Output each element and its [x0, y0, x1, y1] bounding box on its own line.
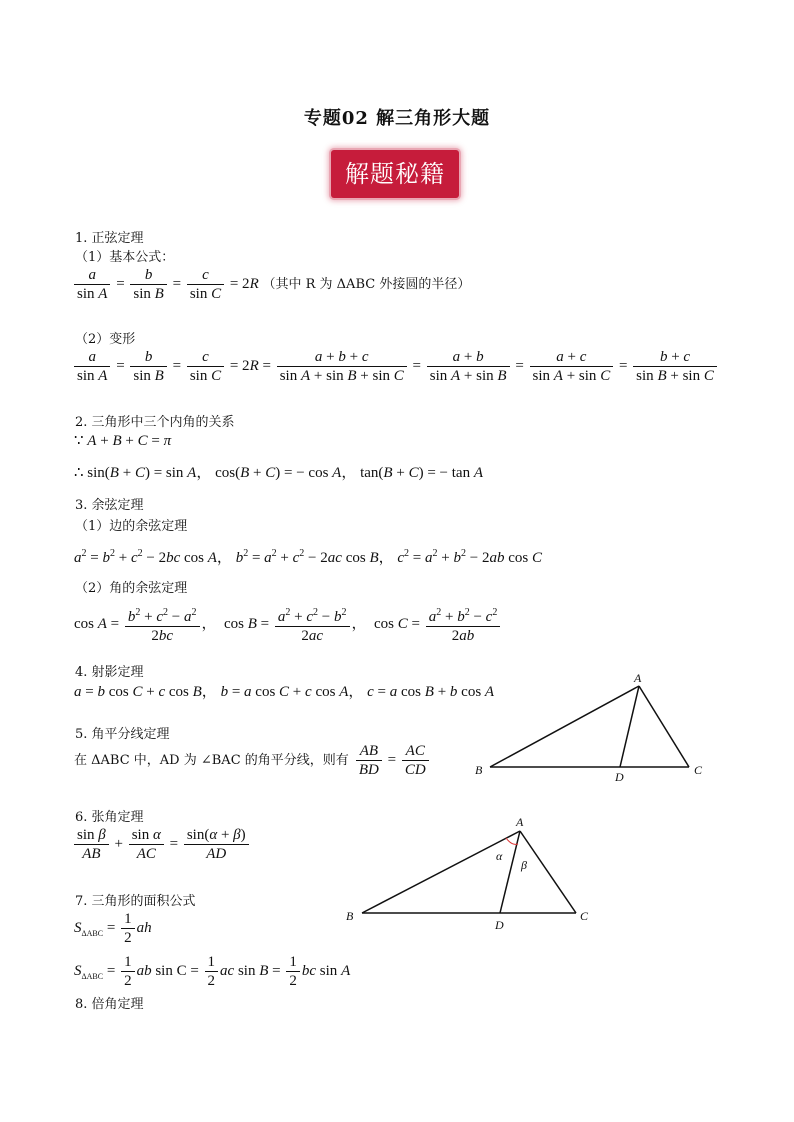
fig2-label-b: B — [346, 909, 354, 923]
page-title: 专题02 解三角形大题 — [303, 108, 491, 129]
fig2-label-d: D — [495, 918, 504, 932]
cosine-law-sides-formula: $a^2 = b^2 + c^2 - 2bc$ cos A， $b^2 = a^2 + c^2 - 2ac$ cos B， $c^2 = a^2 + b^2 - 2ab$ cos C — [74, 548, 542, 566]
fig2-side-ac — [520, 831, 576, 913]
section-1-sub1: （1）基本公式： — [75, 250, 175, 265]
fig2-label-c: C — [580, 909, 589, 923]
angle-bisector-text: 在 ΔABC 中，AD 为 ∠BAC 的角平分线，则有 — [74, 752, 349, 768]
fig1-label-b: B — [475, 763, 483, 777]
fig2-label-alpha: α — [496, 849, 503, 863]
section-6-heading: 6. 张角定理 — [75, 810, 144, 825]
fig2-side-ab — [362, 831, 520, 913]
triangle-figure-1 — [470, 670, 710, 785]
fig2-label-beta: β — [521, 858, 527, 872]
section-3-sub2: （2）角的余弦定理 — [75, 581, 188, 596]
fig2-label-a: A — [516, 815, 524, 829]
cosine-law-angles-formula: cos A = $\frac{b^2 + c^2 - a^2}{2bc}$ ， cos B = $\frac{a^2 + c^2 - b^2}{2ac}$ ， cos C = $\frac{a^2 + b^2 - c^2}{2ab}$ — [74, 604, 502, 645]
fig1-side-ac — [639, 686, 689, 767]
section-4-heading: 4. 射影定理 — [75, 665, 144, 680]
section-badge — [331, 150, 459, 198]
section-3-sub1: （1）边的余弦定理 — [75, 519, 188, 534]
sine-law-variant-formula: $\frac{a}{\text{sin A}}$ = $\frac{b}{\text{sin B}}$ = $\frac{c}{\text{sin C}}$ = 2R = $\frac{a + b + c}{\text{sin A + sin B + sin C}}$ = $\frac{a + b}{\text{sin A + sin B}}$ = $\frac{a + c}{\text{sin A + sin C}}$ = $\frac{b + c}{\text{sin B + sin C}}$ — [72, 348, 719, 385]
section-2-heading: 2. 三角形中三个内角的关系 — [75, 415, 235, 430]
section-5-heading: 5. 角平分线定理 — [75, 727, 170, 742]
section-8-heading: 8. 倍角定理 — [75, 997, 144, 1012]
section-1-heading: 1. 正弦定理 — [75, 231, 144, 246]
area-formula-1: $S_{\Delta ABC}$ = $\frac{1}{2}$ ah — [74, 911, 152, 946]
badge-text: 解题秘籍 — [345, 160, 445, 188]
fig2-segment-ad — [500, 831, 520, 913]
area-formula-2: $S_{\Delta ABC}$ = $\frac{1}{2}$ ab sin C = $\frac{1}{2}$ ac sin B = $\frac{1}{2}$ bc sin A — [74, 954, 351, 989]
fig1-side-ab — [490, 686, 639, 767]
angle-bisector-statement: 在 ΔABC 中，AD 为 ∠BAC 的角平分线，则有 $\frac{AB}{BD}$ = $\frac{AC}{CD}$ — [74, 742, 431, 779]
fig1-bisector-ad — [620, 686, 639, 767]
sine-law-note: （其中 R 为 ΔABC 外接圆的半径） — [262, 276, 471, 292]
projection-law-formula: a = b cos C + c cos B， b = a cos C + c cos A， c = a cos B + b cos A — [74, 684, 495, 700]
tension-angle-formula: $\frac{\text{sin β}}{AB}$ + $\frac{\text{sin α}}{AC}$ = $\frac{\sin(\alpha + \beta)}{AD}$ — [72, 826, 251, 863]
fig1-label-d: D — [615, 770, 624, 784]
section-1-sub2: （2）变形 — [75, 332, 136, 347]
fig1-label-a: A — [634, 671, 642, 685]
angle-relation-formula: ∴ sin(B + C) = sin A， cos(B + C) = − cos A， tan(B + C) = − tan A — [74, 465, 483, 481]
fig1-label-c: C — [694, 763, 703, 777]
section-3-heading: 3. 余弦定理 — [75, 498, 144, 513]
section-7-heading: 7. 三角形的面积公式 — [75, 894, 196, 909]
sine-law-basic-formula: $\frac{a}{\text{sin A}}$ = $\frac{b}{\text{sin B}}$ = $\frac{c}{\text{sin C}}$ = 2R （其中 R 为 ΔABC 外接圆的半径） — [72, 266, 470, 303]
triangle-figure-2 — [340, 810, 600, 935]
angle-sum-formula: ∵ A + B + C = π — [74, 433, 172, 449]
